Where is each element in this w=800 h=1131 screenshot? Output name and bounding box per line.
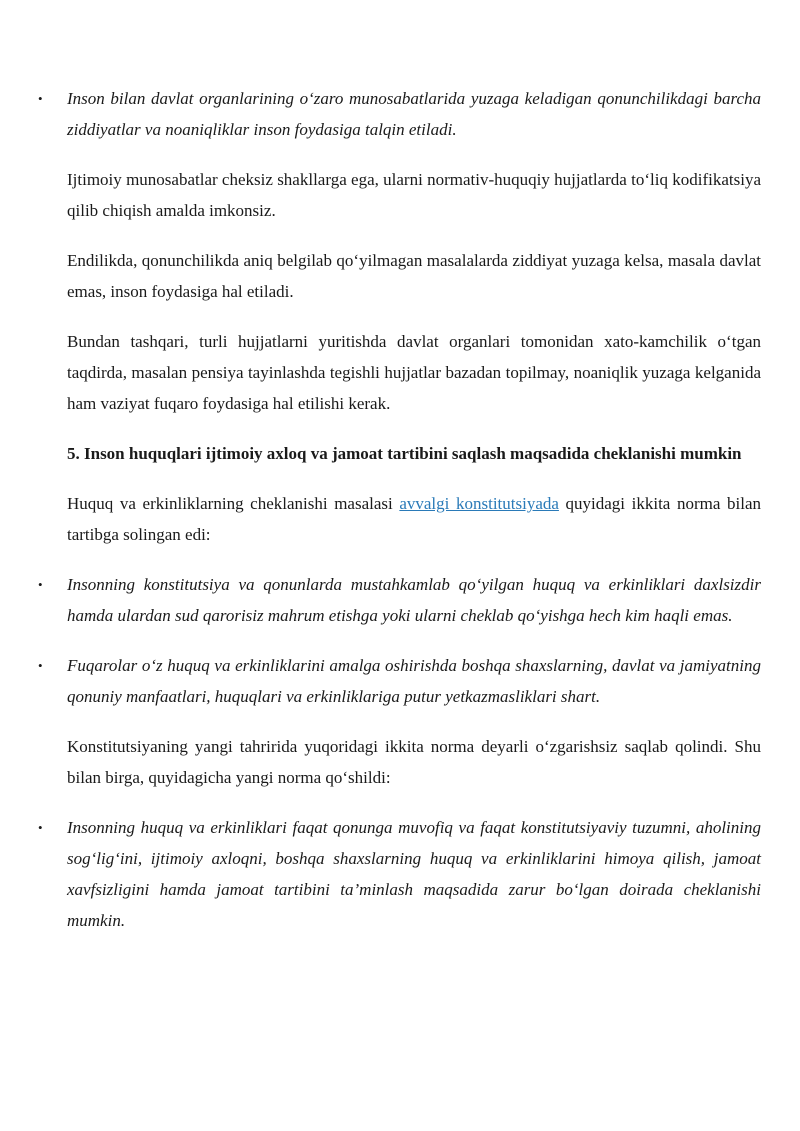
paragraph-new-edition: Konstitutsiyaning yangi tahririda yuqoridagi ikkita norma deyarli o‘zgarishsiz saqlab qolindi. Shu bilan birga, quyidagicha yangi norma qo‘shildi: [67, 737, 761, 787]
bullet-item-interpretation [38, 83, 761, 145]
paragraph-documents: Bundan tashqari, turli hujjatlarni yuritishda davlat organlari tomonidan xato-kamchilik o‘tgan taqdirda, masalan pensiya tayinlashda tegishli hujjatlar bazadan topilmay, noaniqlik yuzaga kelganida ham vaziyat fuqaro foydasiga hal etilishi kerak. [67, 332, 761, 413]
bullet-marker: • [38, 91, 43, 106]
bullet-text: Inson bilan davlat organlarining o‘zaro munosabatlarida yuzaga keladigan qonunchilikdagi barcha ziddiyatlar va noaniqliklar inson foydasiga talqin etiladi. [67, 89, 761, 139]
bullet-item-inviolability [38, 569, 761, 631]
bullet-marker: • [38, 820, 43, 835]
paragraph-contradictions: Endilikda, qonunchilikda aniq belgilab qo‘yilmagan masalalarda ziddiyat yuzaga kelsa, masala davlat emas, inson foydasiga hal etiladi. [67, 251, 761, 301]
paragraph-social-relations: Ijtimoiy munosabatlar cheksiz shakllarga ega, ularni normativ-huquqiy hujjatlarda to‘liq kodifikatsiya qilib chiqish amalda imkonsiz. [67, 170, 761, 220]
bullet-text: Insonning konstitutsiya va qonunlarda mustahkamlab qo‘yilgan huquq va erkinliklari daxlsizdir hamda ulardan sud qarorisiz mahrum etishga yoki ularni cheklab qo‘yishga hech kim haqli emas. [67, 575, 761, 625]
bullet-item-citizens-duty [38, 650, 761, 712]
bullet-marker: • [38, 658, 43, 673]
paragraph-restrictions [67, 488, 761, 550]
document-body [38, 83, 761, 936]
bullet-marker: • [38, 577, 43, 592]
bullet-text: Fuqarolar o‘z huquq va erkinliklarini amalga oshirishda boshqa shaxslarning, davlat va jamiyatning qonuniy manfaatlari, huquqlari va erkinliklariga putur yetkazmasliklari shart. [67, 656, 761, 706]
previous-constitution-link[interactable]: avvalgi konstitutsiyada [399, 494, 559, 513]
bullet-text: Insonning huquq va erkinliklari faqat qonunga muvofiq va faqat konstitutsiyaviy tuzumni, aholining sog‘lig‘ini, ijtimoiy axloqni, boshqa shaxslarning huquq va erkinliklarini himoya qilish, jamoat xavfsizligini hamda jamoat tartibini ta’minlash maqsadida zarur bo‘lgan doirada cheklanishi mumkin. [67, 818, 761, 930]
paragraph-text-after-link: quyidagi ikkita norma bilan tartibga solingan edi: [67, 494, 761, 544]
section-heading-5: 5. Inson huquqlari ijtimoiy axloq va jamoat tartibini saqlash maqsadida cheklanishi mumkin [67, 444, 742, 463]
bullet-item-new-norm [38, 812, 761, 936]
paragraph-text-before-link: Huquq va erkinliklarning cheklanishi masalasi [67, 494, 400, 513]
